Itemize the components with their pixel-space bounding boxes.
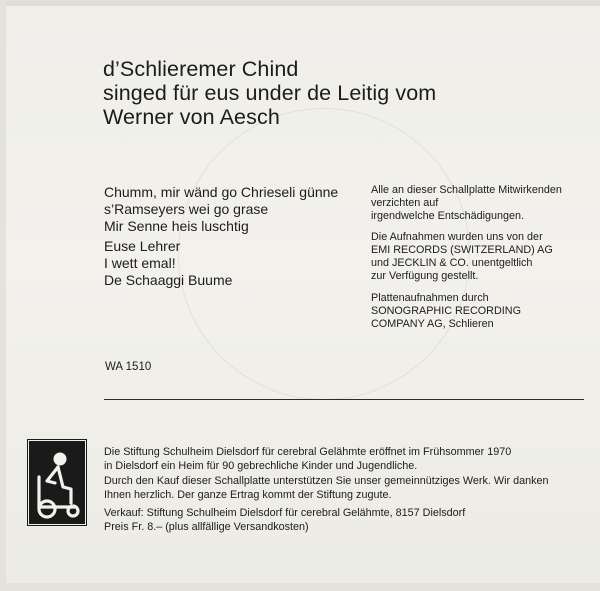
credits-line: und JECKLIN & CO. unentgeltlich (371, 257, 533, 269)
credits-line: COMPANY AG, Schlieren (371, 318, 494, 330)
foundation-line: Die Stiftung Schulheim Dielsdorf für cerebral Gelähmte eröffnet im Frühsommer 1970 (104, 446, 512, 458)
foundation-thanks (104, 475, 549, 502)
tracklist-side-b (104, 238, 232, 289)
foundation-line: Verkauf: Stiftung Schulheim Dielsdorf für cerebral Gelähmte, 8157 Dielsdorf (104, 507, 466, 519)
credits-line: Plattenaufnahmen durch (371, 292, 489, 304)
title-line: singed für eus under de Leitig vom (103, 81, 437, 105)
wheelchair-user-icon (27, 439, 87, 526)
track-title: Mir Senne heis luschtig (104, 218, 249, 234)
price-line: Preis Fr. 8.– (plus allfällige Versandkosten) (104, 520, 309, 533)
track-title: De Schaaggi Buume (104, 272, 233, 288)
track-title: I wett emal! (104, 255, 176, 271)
sleeve-edge-left (0, 0, 6, 591)
catalog-number: WA 1510 (105, 361, 152, 373)
foundation-line: in Dielsdorf ein Heim für 90 gebrechliche Kinder und Jugendliche. (104, 459, 418, 472)
foundation-line: Ihnen herzlich. Der ganze Ertrag kommt der Stiftung zugute. (104, 488, 392, 501)
title-line: d’Schlieremer Chind (103, 57, 299, 81)
credits-line: EMI RECORDS (SWITZERLAND) AG (371, 244, 553, 256)
credits-notice (371, 184, 586, 223)
foundation-intro (104, 446, 511, 473)
track-title: Chumm, mir wänd go Chrieseli günne (104, 184, 339, 200)
sleeve-edge-bottom (0, 583, 600, 591)
album-title (103, 57, 436, 129)
foundation-logo (27, 439, 87, 526)
track-title: s’Ramseyers wei go grase (104, 201, 269, 217)
credits-line: SONOGRAPHIC RECORDING (371, 305, 521, 317)
credits-line: Die Aufnahmen wurden uns von der (371, 231, 543, 243)
credits-line: verzichten auf (371, 197, 439, 209)
title-line: Werner von Aesch (103, 105, 280, 129)
credits-studio (371, 292, 586, 331)
credits-line: irgendwelche Entschädigungen. (371, 210, 525, 222)
tracklist-side-a (104, 184, 338, 235)
credits-line: zur Verfügung gestellt. (371, 270, 479, 282)
credits-recordings (371, 231, 586, 283)
sleeve-edge-top (0, 0, 600, 6)
foundation-line: Durch den Kauf dieser Schallplatte unterstützen Sie unser gemeinnütziges Werk. Wir danken (104, 475, 549, 487)
credits-line: Alle an dieser Schallplatte Mitwirkenden (371, 184, 562, 196)
foundation-sales (104, 507, 465, 534)
divider-line (104, 399, 584, 400)
track-title: Euse Lehrer (104, 238, 181, 254)
